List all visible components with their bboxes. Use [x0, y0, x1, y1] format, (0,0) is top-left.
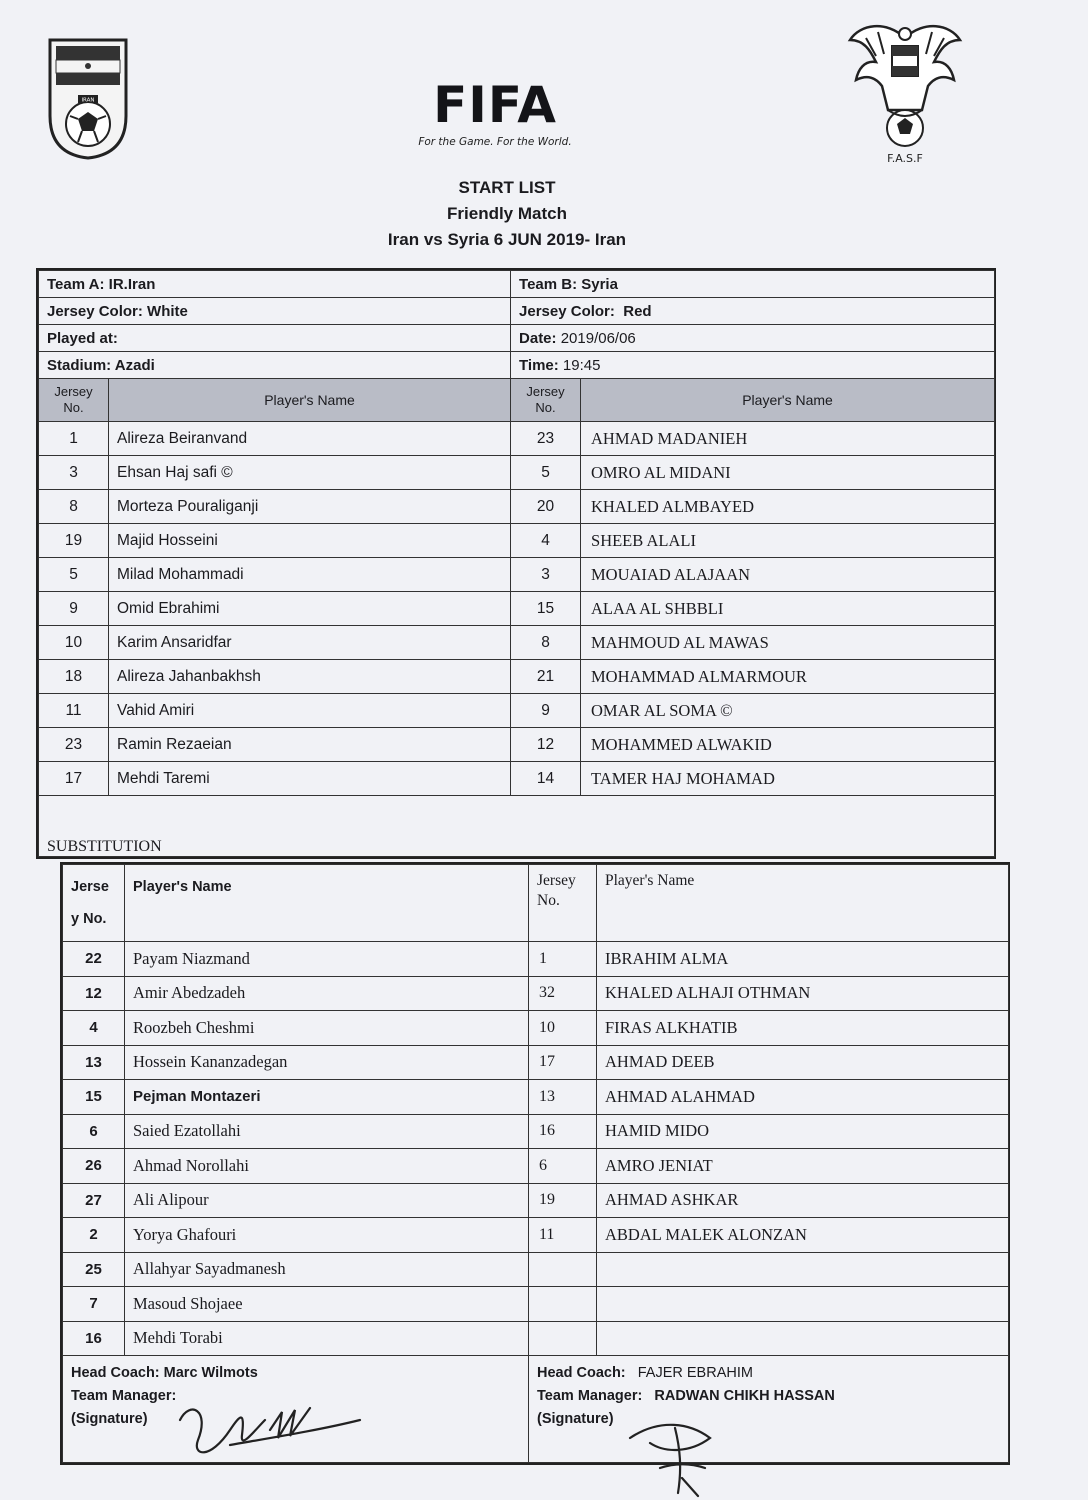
player-name-header-a: Player's Name	[109, 379, 511, 422]
team-a-player-name: Morteza Pouraliganji	[109, 490, 511, 524]
starting-row	[39, 592, 995, 626]
sub-team-a-player-name: Saied Ezatollahi	[125, 1114, 529, 1149]
starting-row	[39, 626, 995, 660]
date-field	[511, 325, 995, 352]
sub-team-b-jersey-no	[529, 1252, 597, 1287]
sub-team-b-jersey-no	[529, 1321, 597, 1356]
team-a-jersey-no: 8	[39, 490, 109, 524]
starting-row	[39, 524, 995, 558]
sub-team-a-jersey-no: 22	[63, 942, 125, 977]
jersey-no-header-a	[39, 379, 109, 422]
sub-team-b-jersey-no: 10	[529, 1011, 597, 1046]
sub-team-a-player-name: Pejman Montazeri	[125, 1080, 529, 1115]
sub-team-b-jersey-no: 17	[529, 1045, 597, 1080]
substitute-row	[63, 1183, 1009, 1218]
team-a-jersey-no: 9	[39, 592, 109, 626]
sub-team-b-player-name: HAMID MIDO	[597, 1114, 1009, 1149]
sub-jersey-a-line1: Jerse	[71, 879, 109, 895]
team-a-player-name: Milad Mohammadi	[109, 558, 511, 592]
team-a-jersey-no: 18	[39, 660, 109, 694]
starting-row	[39, 490, 995, 524]
info-row-jersey	[39, 298, 995, 325]
sub-team-b-player-name: AHMAD ASHKAR	[597, 1183, 1009, 1218]
info-row-stadium-time	[39, 352, 995, 379]
substitute-row	[63, 1252, 1009, 1287]
sub-team-a-player-name: Ahmad Norollahi	[125, 1149, 529, 1184]
sub-jersey-a-line2: y No.	[71, 911, 107, 927]
team-a-jersey-no: 1	[39, 422, 109, 456]
sub-team-a-player-name: Ali Alipour	[125, 1183, 529, 1218]
team-a-player-name: Karim Ansaridfar	[109, 626, 511, 660]
team-b-jersey-no: 3	[511, 558, 581, 592]
time-label: Time:	[519, 356, 559, 374]
iran-badge-text: IRAN	[81, 97, 95, 104]
jersey-header-b-line2: No.	[535, 400, 556, 415]
substitution-sheet	[60, 862, 1010, 1465]
starting-row	[39, 660, 995, 694]
time-value: 19:45	[562, 356, 601, 374]
jersey-color-a: Jersey Color: White	[39, 298, 511, 325]
sub-team-a-jersey-no: 13	[63, 1045, 125, 1080]
sub-team-b-player-name: AMRO JENIAT	[597, 1149, 1009, 1184]
team-b-jersey-no: 12	[511, 728, 581, 762]
sub-team-a-player-name: Masoud Shojaee	[125, 1287, 529, 1322]
info-row-teams	[39, 271, 995, 298]
team-b-player-name: OMAR AL SOMA ©	[581, 694, 995, 728]
sub-team-a-player-name: Hossein Kananzadegan	[125, 1045, 529, 1080]
player-name-header-b: Player's Name	[581, 379, 995, 422]
sub-team-b-player-name: AHMAD ALAHMAD	[597, 1080, 1009, 1115]
team-b-jersey-no: 20	[511, 490, 581, 524]
team-b-coach-label: Head Coach:	[537, 1365, 626, 1381]
sub-team-a-jersey-no: 27	[63, 1183, 125, 1218]
team-a-jersey-no: 5	[39, 558, 109, 592]
starting-row	[39, 422, 995, 456]
team-a-player-name: Omid Ebrahimi	[109, 592, 511, 626]
sub-jersey-header-b	[529, 865, 597, 942]
spacer-row	[39, 796, 995, 839]
team-a-player-name: Ehsan Haj safi ©	[109, 456, 511, 490]
stadium-label: Stadium: Azadi	[39, 352, 511, 379]
substitution-table	[62, 864, 1009, 1463]
sub-team-a-player-name: Amir Abedzadeh	[125, 976, 529, 1011]
team-b-head-coach	[537, 1362, 1000, 1385]
substitution-title: SUBSTITUTION	[39, 838, 995, 857]
jersey-color-b	[511, 298, 995, 325]
sub-team-b-player-name: IBRAHIM ALMA	[597, 942, 1009, 977]
sub-team-a-player-name: Mehdi Torabi	[125, 1321, 529, 1356]
team-a-player-name: Alireza Beiranvand	[109, 422, 511, 456]
team-b-signature-scribble	[620, 1408, 730, 1500]
team-b-manager-value: RADWAN CHIKH HASSAN	[654, 1388, 835, 1404]
team-a-label: Team A: IR.Iran	[39, 271, 511, 298]
substitute-players-body	[63, 942, 1009, 1356]
sub-team-b-player-name: FIRAS ALKHATIB	[597, 1011, 1009, 1046]
jersey-color-b-label: Jersey Color:	[519, 302, 615, 320]
team-b-jersey-no: 14	[511, 762, 581, 796]
sub-team-a-jersey-no: 12	[63, 976, 125, 1011]
starting-row	[39, 762, 995, 796]
sub-team-a-jersey-no: 4	[63, 1011, 125, 1046]
team-a-jersey-no: 11	[39, 694, 109, 728]
sub-jersey-b-line1: Jersey	[537, 872, 576, 889]
team-a-player-name: Majid Hosseini	[109, 524, 511, 558]
team-b-player-name: ALAA AL SHBBLI	[581, 592, 995, 626]
team-b-jersey-no: 23	[511, 422, 581, 456]
fifa-tagline: For the Game. For the World.	[418, 136, 572, 148]
time-field	[511, 352, 995, 379]
jersey-no-header-b	[511, 379, 581, 422]
substitute-row	[63, 1114, 1009, 1149]
team-a-jersey-no: 19	[39, 524, 109, 558]
sub-jersey-b-line2: No.	[537, 892, 560, 909]
substitution-title-row	[39, 838, 995, 857]
sub-team-b-player-name: KHALED ALHAJI OTHMAN	[597, 976, 1009, 1011]
substitute-row	[63, 1011, 1009, 1046]
substitute-row	[63, 1218, 1009, 1253]
sub-team-a-jersey-no: 7	[63, 1287, 125, 1322]
jersey-color-b-value: Red	[623, 302, 652, 320]
starting-header-row	[39, 379, 995, 422]
substitute-row	[63, 1321, 1009, 1356]
sub-team-b-player-name: AHMAD DEEB	[597, 1045, 1009, 1080]
sub-jersey-header-a	[63, 865, 125, 942]
sub-team-a-jersey-no: 2	[63, 1218, 125, 1253]
fifa-logo	[395, 78, 595, 148]
title-fixture: Iran vs Syria 6 JUN 2019- Iran	[387, 230, 627, 249]
spacer-cell	[39, 796, 995, 839]
title-match-type: Friendly Match	[447, 204, 567, 223]
sub-team-a-jersey-no: 25	[63, 1252, 125, 1287]
jersey-header-a-line1: Jersey	[54, 384, 93, 399]
team-a-player-name: Alireza Jahanbakhsh	[109, 660, 511, 694]
info-row-venue-date	[39, 325, 995, 352]
sub-team-b-player-name	[597, 1287, 1009, 1322]
team-a-signature-scribble	[170, 1390, 370, 1470]
starting-players-body	[39, 422, 995, 796]
sub-team-b-jersey-no: 19	[529, 1183, 597, 1218]
syria-federation-logo	[846, 10, 964, 168]
team-b-officials	[529, 1356, 1009, 1463]
team-b-jersey-no: 21	[511, 660, 581, 694]
match-info-table	[38, 270, 995, 857]
team-b-player-name: AHMAD MADANIEH	[581, 422, 995, 456]
team-b-player-name: OMRO AL MIDANI	[581, 456, 995, 490]
team-a-head-coach: Head Coach: Marc Wilmots	[71, 1365, 258, 1381]
sub-team-b-player-name: ABDAL MALEK ALONZAN	[597, 1218, 1009, 1253]
team-b-coach-value: FAJER EBRAHIM	[637, 1365, 753, 1381]
team-a-jersey-no: 17	[39, 762, 109, 796]
team-b-player-name: MOHAMMED ALWAKID	[581, 728, 995, 762]
team-a-signature-label: (Signature)	[71, 1411, 148, 1427]
sub-team-b-jersey-no: 13	[529, 1080, 597, 1115]
team-a-jersey-no: 3	[39, 456, 109, 490]
syria-federation-initials: F.A.S.F	[887, 152, 923, 165]
team-b-player-name: MOUAIAD ALAJAAN	[581, 558, 995, 592]
sub-team-b-jersey-no: 11	[529, 1218, 597, 1253]
date-value: 2019/06/06	[560, 329, 636, 347]
team-b-player-name: SHEEB ALALI	[581, 524, 995, 558]
starting-row	[39, 694, 995, 728]
substitute-row	[63, 942, 1009, 977]
starting-lineup-sheet	[36, 268, 996, 859]
team-b-manager	[537, 1385, 1000, 1408]
team-b-label: Team B: Syria	[511, 271, 995, 298]
sub-team-b-jersey-no: 6	[529, 1149, 597, 1184]
sub-team-b-jersey-no: 16	[529, 1114, 597, 1149]
jersey-header-b-line1: Jersey	[526, 384, 565, 399]
jersey-header-a-line2: No.	[63, 400, 84, 415]
sub-team-a-player-name: Roozbeh Cheshmi	[125, 1011, 529, 1046]
team-b-jersey-no: 5	[511, 456, 581, 490]
substitute-row	[63, 976, 1009, 1011]
sub-team-b-jersey-no	[529, 1287, 597, 1322]
team-b-jersey-no: 4	[511, 524, 581, 558]
sub-team-a-player-name: Payam Niazmand	[125, 942, 529, 977]
team-b-player-name: TAMER HAJ MOHAMAD	[581, 762, 995, 796]
sub-team-a-jersey-no: 26	[63, 1149, 125, 1184]
sub-name-header-a: Player's Name	[125, 865, 529, 942]
played-at-label: Played at:	[39, 325, 511, 352]
substitution-header-row	[63, 865, 1009, 942]
iran-federation-logo	[48, 38, 128, 160]
team-a-player-name: Mehdi Taremi	[109, 762, 511, 796]
starting-row	[39, 558, 995, 592]
sub-team-a-jersey-no: 15	[63, 1080, 125, 1115]
team-b-jersey-no: 8	[511, 626, 581, 660]
sub-team-b-jersey-no: 1	[529, 942, 597, 977]
team-b-jersey-no: 9	[511, 694, 581, 728]
sub-team-a-jersey-no: 16	[63, 1321, 125, 1356]
substitute-row	[63, 1287, 1009, 1322]
team-b-jersey-no: 15	[511, 592, 581, 626]
team-a-jersey-no: 23	[39, 728, 109, 762]
starting-row	[39, 728, 995, 762]
team-a-player-name: Ramin Rezaeian	[109, 728, 511, 762]
team-a-jersey-no: 10	[39, 626, 109, 660]
date-label: Date:	[519, 329, 557, 347]
sub-team-a-player-name: Allahyar Sayadmanesh	[125, 1252, 529, 1287]
sub-team-b-jersey-no: 32	[529, 976, 597, 1011]
fifa-wordmark: FIFA	[433, 76, 557, 134]
team-b-signature-label: (Signature)	[537, 1411, 614, 1427]
document-title	[300, 175, 714, 253]
substitute-row	[63, 1080, 1009, 1115]
substitute-row	[63, 1149, 1009, 1184]
sub-team-a-player-name: Yorya Ghafouri	[125, 1218, 529, 1253]
starting-row	[39, 456, 995, 490]
sub-name-header-b: Player's Name	[597, 865, 1009, 942]
sub-team-b-player-name	[597, 1252, 1009, 1287]
team-b-player-name: MOHAMMAD ALMARMOUR	[581, 660, 995, 694]
team-b-player-name: KHALED ALMBAYED	[581, 490, 995, 524]
team-b-player-name: MAHMOUD AL MAWAS	[581, 626, 995, 660]
team-b-manager-label: Team Manager:	[537, 1388, 643, 1404]
substitute-row	[63, 1045, 1009, 1080]
team-a-player-name: Vahid Amiri	[109, 694, 511, 728]
sub-team-b-player-name	[597, 1321, 1009, 1356]
team-a-manager-label: Team Manager:	[71, 1388, 177, 1404]
sub-team-a-jersey-no: 6	[63, 1114, 125, 1149]
title-start-list: START LIST	[458, 178, 556, 197]
